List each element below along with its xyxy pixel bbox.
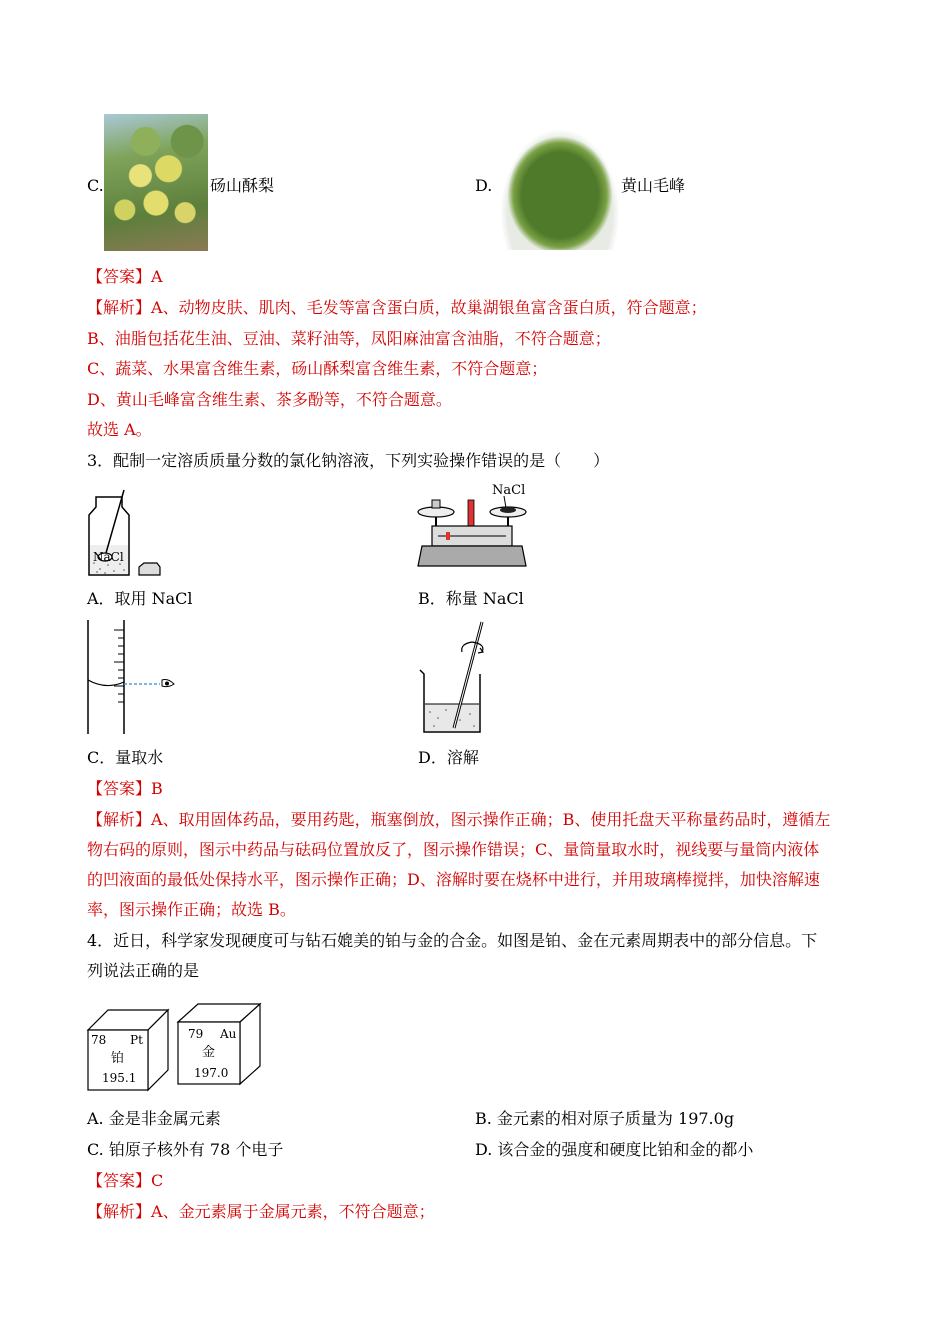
q2-answer: 【答案】A bbox=[87, 267, 163, 286]
q4-analysis-line1: 【解析】A、金元素属于金属元素，不符合题意； bbox=[87, 1202, 435, 1221]
q2-analysis-label: 【解析】 bbox=[87, 298, 152, 317]
q2-analysis-line4: D、黄山毛峰富含维生素、茶多酚等，不符合题意。 bbox=[87, 390, 452, 409]
nacl-label-b: NaCl bbox=[492, 483, 526, 498]
au-name: 金 bbox=[202, 1045, 216, 1060]
pt-name: 铂 bbox=[111, 1051, 125, 1066]
q2-option-c-text: 砀山酥梨 bbox=[210, 176, 275, 195]
q2-option-c-letter: C. bbox=[87, 176, 104, 195]
pt-cube bbox=[88, 1010, 168, 1090]
q2-analysis-line3: C、蔬菜、水果富含维生素，砀山酥梨富含维生素，不符合题意； bbox=[87, 359, 548, 378]
q3-stem: 3．配制一定溶质质量分数的氯化钠溶液，下列实验操作错误的是（ ） bbox=[87, 451, 610, 470]
q4-option-a: A. 金是非金属元素 bbox=[87, 1109, 221, 1128]
q4-analysis-label: 【解析】 bbox=[87, 1202, 152, 1221]
pear-photo bbox=[104, 114, 208, 251]
q3-analysis-line4: 率，图示操作正确；故选 B。 bbox=[87, 900, 296, 919]
figure-dissolve bbox=[416, 620, 496, 738]
q4-stem-line2: 列说法正确的是 bbox=[87, 961, 200, 980]
nacl-label-a: NaCl bbox=[93, 550, 124, 564]
pt-number: 78 bbox=[91, 1033, 107, 1047]
q2-analysis-line1: 【解析】A、动物皮肤、肌肉、毛发等富含蛋白质，故巢湖银鱼富含蛋白质，符合题意； bbox=[87, 298, 707, 317]
q2-analysis-line5: 故选 A。 bbox=[87, 420, 152, 439]
q3-option-c: C．量取水 bbox=[87, 748, 164, 767]
q2-analysis-line2: B、油脂包括花生油、豆油、菜籽油等，凤阳麻油富含油脂，不符合题意； bbox=[87, 329, 611, 348]
q3-answer: 【答案】B bbox=[87, 779, 163, 798]
q2-option-d-text: 黄山毛峰 bbox=[621, 176, 686, 195]
element-cubes bbox=[84, 1000, 274, 1092]
q4-stem-line1: 4．近日，科学家发现硬度可与钻石媲美的铂与金的合金。如图是铂、金在元素周期表中的部分信息。下 bbox=[87, 931, 818, 950]
q3-option-a: A．取用 NaCl bbox=[87, 589, 193, 608]
au-mass: 197.0 bbox=[194, 1066, 229, 1080]
au-cube bbox=[178, 1004, 260, 1084]
q4-option-b: B. 金元素的相对原子质量为 197.0g bbox=[475, 1109, 735, 1128]
tea-photo bbox=[500, 128, 620, 250]
au-number: 79 bbox=[188, 1027, 204, 1041]
q3-analysis-line1: 【解析】A、取用固体药品，要用药匙，瓶塞倒放，图示操作正确；B、使用托盘天平称量药品时，遵循左 bbox=[87, 810, 831, 829]
q3-analysis-line3: 的凹液面的最低处保持水平，图示操作正确；D、溶解时要在烧杯中进行，并用玻璃棒搅拌，加快溶解速 bbox=[87, 870, 820, 889]
figure-weigh-nacl bbox=[416, 478, 528, 578]
q3-option-d: D．溶解 bbox=[418, 748, 479, 767]
q3-analysis-line2: 物右码的原则，图示中药品与砝码位置放反了，图示操作错误；C、量筒量取水时，视线要与量筒内液体 bbox=[87, 840, 820, 859]
q3-analysis-label: 【解析】 bbox=[87, 810, 152, 829]
figure-take-nacl bbox=[84, 485, 164, 580]
q4-option-d: D. 该合金的强度和硬度比铂和金的都小 bbox=[475, 1140, 754, 1159]
pt-mass: 195.1 bbox=[102, 1071, 137, 1085]
pt-symbol: Pt bbox=[130, 1033, 143, 1047]
q4-answer: 【答案】C bbox=[87, 1171, 164, 1190]
q2-option-d-letter: D. bbox=[475, 176, 493, 195]
q3-option-b: B．称量 NaCl bbox=[418, 589, 524, 608]
au-symbol: Au bbox=[220, 1027, 237, 1041]
q4-option-c: C. 铂原子核外有 78 个电子 bbox=[87, 1140, 284, 1159]
figure-measure-water bbox=[84, 618, 184, 736]
